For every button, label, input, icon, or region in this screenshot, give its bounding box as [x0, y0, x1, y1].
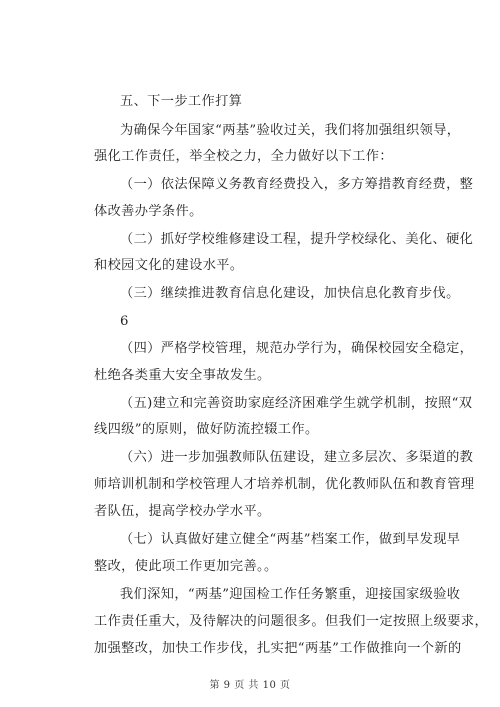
paragraph-line: （四）严格学校管理，规范办学行为，确保校园安全稳定， — [120, 341, 474, 356]
paragraph-line: （二）抓好学校维修建设工程，提升学校绿化、美化、硬化 — [120, 232, 474, 247]
paragraph-line: （五)建立和完善资助家庭经济困难学生就学机制，按照“双 — [120, 396, 473, 411]
paragraph-line: （三）继续推进教育信息化建设，加快信息化教育步伐。 — [120, 286, 460, 301]
paragraph-line: 我们深知，“两基”迎国检工作任务繁重，迎接国家级验收 — [120, 587, 461, 602]
paragraph-line: （七）认真做好建立健全“两基”档案工作，做到早发现早 — [120, 532, 461, 547]
paragraph-line: 和校园文化的建设水平。 — [94, 258, 244, 273]
paragraph-line: 杜绝各类重大安全事故发生。 — [94, 368, 271, 383]
paragraph-line: 加强整改，加快工作步伐，扎实把“两基”工作做推向一个新的 — [94, 641, 462, 656]
paragraph-line: 整改，使此项工作更加完善。。 — [94, 559, 278, 574]
paragraph-line: 工作责任重大，及待解决的问题很多。但我们一定按照上级要求， — [94, 614, 489, 629]
page-footer: 第 9 页 共 10 页 — [209, 680, 291, 691]
paragraph-line: 线四级”的原则，做好防流控辍工作。 — [94, 422, 319, 437]
paragraph-line: （一）依法保障义务教育经费投入，多方筹措教育经费，整 — [120, 177, 474, 192]
section-heading: 五、下一步工作打算 — [120, 94, 243, 109]
paragraph-line: 强化工作责任，举全校之力，全力做好以下工作： — [94, 149, 393, 164]
paragraph-line: 师培训机制和学校管理人才培养机制，优化教师队伍和教育管理 — [94, 477, 475, 492]
page-marker: 6 — [120, 314, 129, 329]
paragraph-line: （六）进一步加强教师队伍建设，建立多层次、多渠道的教 — [120, 450, 474, 465]
paragraph-line: 者队伍，提高学校办学水平。 — [94, 504, 271, 519]
paragraph-line: 为确保今年国家“两基”验收过关，我们将加强组织领导， — [120, 123, 461, 138]
paragraph-line: 体改善办学条件。 — [94, 204, 203, 219]
